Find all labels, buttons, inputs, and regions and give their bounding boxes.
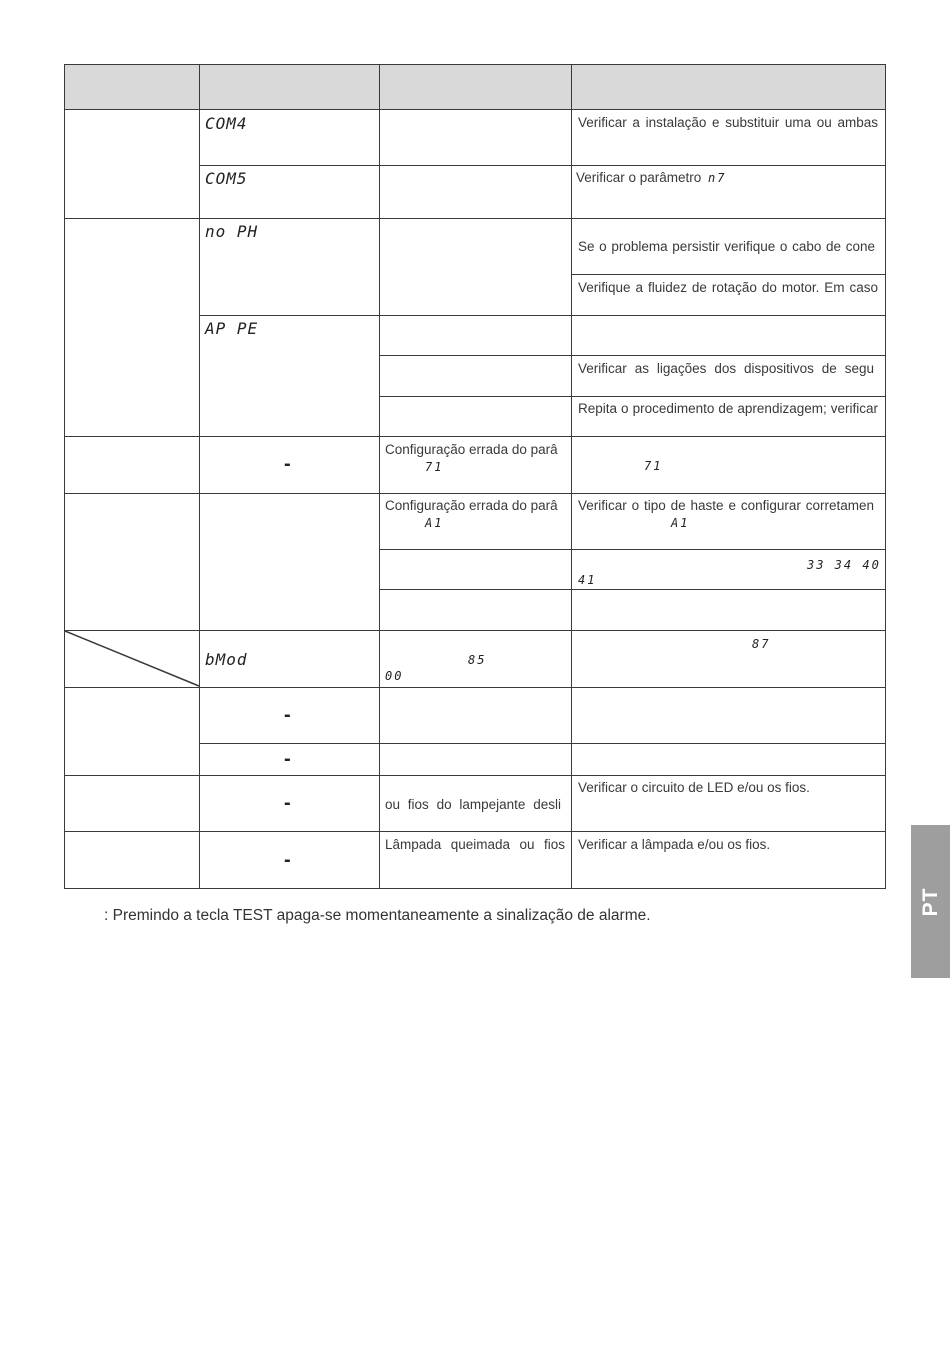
solution-param: 87 [752, 637, 771, 651]
row-sep [571, 274, 886, 275]
cause-param: 71 [425, 460, 444, 474]
solution-text: Repita o procedimento de aprendizagem; verificar [578, 401, 878, 416]
cause-param: A1 [425, 516, 444, 530]
code-dash: - [284, 704, 291, 726]
row-sep [64, 436, 886, 437]
solution-param: 33 34 40 [807, 558, 881, 572]
table-border-right [885, 64, 886, 889]
code-bmod: bMod [205, 650, 248, 669]
row-sep [64, 218, 886, 219]
table-border-left [64, 64, 65, 889]
solution-text: Verificar a instalação e substituir uma ou ambas [578, 115, 878, 130]
code-com4: COM4 [205, 114, 248, 133]
language-tab [911, 825, 950, 978]
solution-text: Se o problema persistir verifique o cabo de cone [578, 239, 875, 254]
code-dash: - [284, 748, 291, 770]
solution-text: Verifique a fluidez de rotação do motor. Em caso [578, 280, 878, 295]
row-sep [379, 396, 886, 397]
cause-param: 85 [468, 653, 487, 667]
solution-text: Verificar o parâmetro [576, 170, 702, 185]
solution-text: Verificar o circuito de LED e/ou os fios. [578, 780, 810, 795]
diagonal-line [64, 630, 200, 688]
col-sep-1 [199, 64, 200, 889]
table-header-row [64, 64, 886, 109]
alarm-table [64, 64, 886, 889]
row-sep [64, 493, 886, 494]
table-border-top [64, 64, 886, 65]
row-sep [64, 831, 886, 832]
code-no-ph: no PH [205, 222, 259, 241]
solution-text: Verificar a lâmpada e/ou os fios. [578, 837, 771, 852]
row-sep [379, 589, 886, 590]
cause-text: Configuração errada do parâ [385, 498, 558, 513]
row-sep [199, 315, 886, 316]
solution-param: n7 [708, 171, 727, 185]
cause-text: Lâmpada queimada ou fios [385, 837, 565, 852]
cause-text: Configuração errada do parâ [385, 442, 558, 457]
row-sep [379, 355, 886, 356]
code-dash: - [284, 453, 291, 475]
solution-param: A1 [671, 516, 690, 530]
col-sep-3 [571, 64, 572, 889]
row-sep [199, 165, 886, 166]
row-sep [64, 109, 886, 110]
language-tab-label: PT [918, 887, 942, 916]
solution-param: 71 [644, 459, 663, 473]
row-sep [379, 549, 886, 550]
footnote: : Premindo a tecla TEST apaga-se momentaneamente a sinalização de alarme. [104, 907, 651, 924]
col-sep-2 [379, 64, 380, 889]
solution-text: Verificar as ligações dos dispositivos de segu [578, 361, 874, 376]
code-com5: COM5 [205, 169, 248, 188]
code-dash: - [284, 792, 291, 814]
solution-text: Verificar o tipo de haste e configurar corretamen [578, 498, 874, 513]
cause-text: ou fios do lampejante desli [385, 797, 561, 812]
code-ap-pe: AP PE [205, 319, 259, 338]
cause-param: 00 [385, 669, 404, 683]
code-dash: - [284, 849, 291, 871]
solution-param: 41 [578, 573, 597, 587]
row-sep [199, 743, 886, 744]
row-sep [64, 775, 886, 776]
table-border-bottom [64, 888, 886, 889]
